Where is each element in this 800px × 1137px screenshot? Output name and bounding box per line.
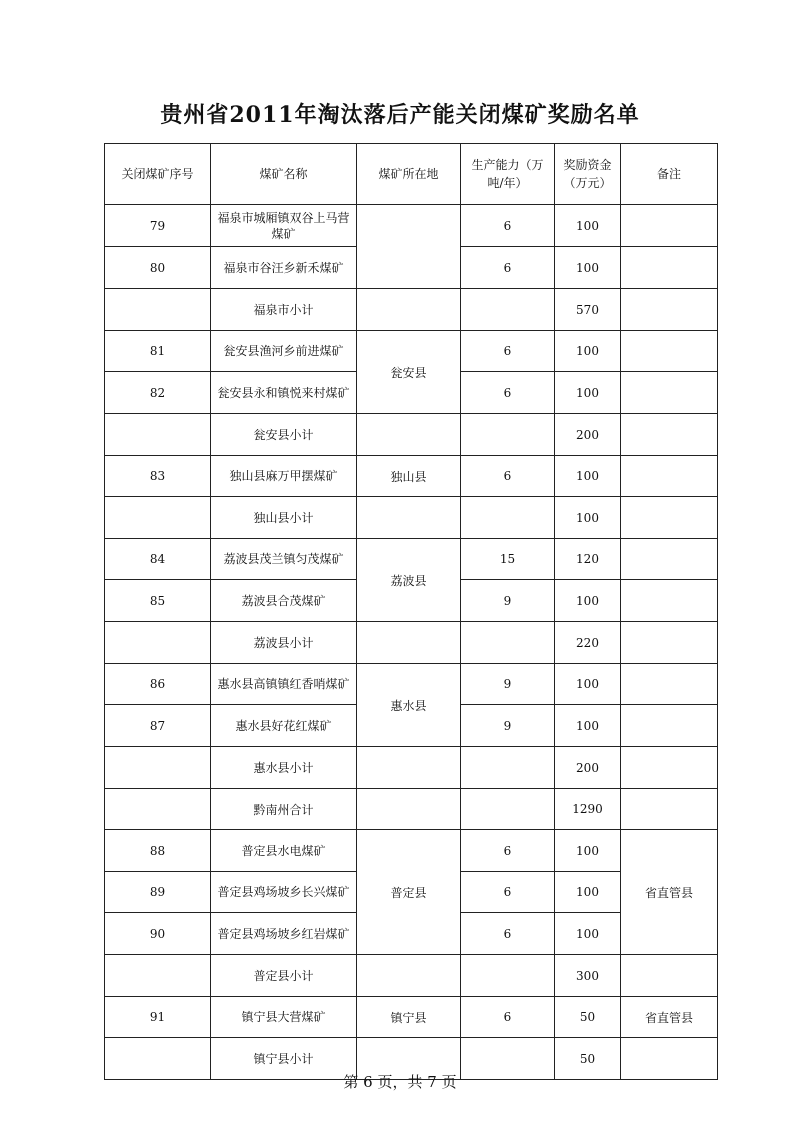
cell-capacity: 6 [461, 331, 555, 372]
cell-note [621, 372, 718, 414]
cell-capacity: 6 [461, 247, 555, 289]
cell-note [621, 705, 718, 747]
cell-capacity [461, 747, 555, 789]
cell-name: 镇宁县大营煤矿 [211, 997, 357, 1038]
cell-location [357, 205, 461, 289]
cell-name: 瓮安县永和镇悦来村煤矿 [211, 372, 357, 414]
subtotal-reward: 100 [555, 497, 621, 539]
subtotal-label: 瓮安县小计 [211, 414, 357, 456]
cell-name: 普定县水电煤矿 [211, 830, 357, 872]
grand-total-label: 黔南州合计 [211, 789, 357, 830]
table-row [105, 331, 718, 372]
cell-capacity: 6 [461, 456, 555, 497]
cell-note [621, 539, 718, 580]
cell-seq: 89 [105, 872, 211, 913]
cell-name: 荔波县茂兰镇匀茂煤矿 [211, 539, 357, 580]
cell-seq [105, 414, 211, 456]
page-footer: 第 6 页，共 7 页 [343, 1073, 457, 1091]
cell-reward: 100 [555, 580, 621, 622]
subtotal-label: 独山县小计 [211, 497, 357, 539]
cell-note [621, 289, 718, 331]
cell-capacity [461, 289, 555, 331]
grand-total-reward: 1290 [555, 789, 621, 830]
subtotal-reward: 300 [555, 955, 621, 997]
grand-total-row [105, 789, 718, 830]
cell-name: 荔波县合茂煤矿 [211, 580, 357, 622]
cell-location [357, 497, 461, 539]
cell-seq: 88 [105, 830, 211, 872]
cell-seq: 80 [105, 247, 211, 289]
cell-name: 独山县麻万甲摆煤矿 [211, 456, 357, 497]
table-row [105, 664, 718, 705]
subtotal-reward: 220 [555, 622, 621, 664]
cell-note [621, 497, 718, 539]
cell-name: 普定县鸡场坡乡长兴煤矿 [211, 872, 357, 913]
cell-seq [105, 955, 211, 997]
cell-reward: 50 [555, 997, 621, 1038]
cell-seq [105, 497, 211, 539]
subtotal-row [105, 497, 718, 539]
cell-seq [105, 789, 211, 830]
cell-note: 省直管县 [621, 830, 718, 955]
cell-seq: 79 [105, 205, 211, 247]
subtotal-row [105, 747, 718, 789]
cell-note [621, 789, 718, 830]
cell-name: 惠水县高镇镇红香哨煤矿 [211, 664, 357, 705]
cell-reward: 100 [555, 913, 621, 955]
cell-name: 瓮安县渔河乡前进煤矿 [211, 331, 357, 372]
document-title: 贵州省2011年淘汰落后产能关闭煤矿奖励名单 [160, 102, 640, 128]
cell-reward: 100 [555, 456, 621, 497]
cell-location [357, 414, 461, 456]
cell-note: 省直管县 [621, 997, 718, 1038]
cell-capacity: 6 [461, 830, 555, 872]
cell-location: 独山县 [357, 456, 461, 497]
subtotal-row [105, 414, 718, 456]
subtotal-label: 惠水县小计 [211, 747, 357, 789]
subtotal-reward: 200 [555, 747, 621, 789]
cell-note [621, 580, 718, 622]
cell-note [621, 664, 718, 705]
table-row [105, 539, 718, 580]
cell-capacity: 6 [461, 372, 555, 414]
cell-seq: 81 [105, 331, 211, 372]
cell-name: 普定县鸡场坡乡红岩煤矿 [211, 913, 357, 955]
cell-note [621, 247, 718, 289]
cell-reward: 120 [555, 539, 621, 580]
cell-capacity [461, 414, 555, 456]
cell-seq: 82 [105, 372, 211, 414]
cell-seq [105, 747, 211, 789]
cell-seq: 83 [105, 456, 211, 497]
cell-reward: 100 [555, 664, 621, 705]
cell-seq: 87 [105, 705, 211, 747]
cell-note [621, 456, 718, 497]
cell-seq: 90 [105, 913, 211, 955]
cell-capacity: 6 [461, 872, 555, 913]
subtotal-label: 福泉市小计 [211, 289, 357, 331]
cell-capacity: 6 [461, 913, 555, 955]
header-capacity: 生产能力（万吨/年） [461, 144, 555, 205]
subtotal-label: 普定县小计 [211, 955, 357, 997]
cell-location [357, 289, 461, 331]
cell-location: 普定县 [357, 830, 461, 955]
subtotal-label: 荔波县小计 [211, 622, 357, 664]
cell-seq [105, 622, 211, 664]
cell-capacity: 6 [461, 997, 555, 1038]
cell-seq: 84 [105, 539, 211, 580]
cell-reward: 100 [555, 872, 621, 913]
cell-note [621, 331, 718, 372]
cell-capacity [461, 789, 555, 830]
table-row [105, 997, 718, 1038]
cell-reward: 100 [555, 372, 621, 414]
cell-location: 惠水县 [357, 664, 461, 747]
subtotal-reward: 50 [555, 1038, 621, 1080]
header-reward: 奖励资金（万元） [555, 144, 621, 205]
subtotal-row [105, 955, 718, 997]
cell-note [621, 955, 718, 997]
cell-name: 福泉市城厢镇双谷上马营煤矿 [211, 205, 357, 247]
cell-reward: 100 [555, 247, 621, 289]
cell-location: 镇宁县 [357, 997, 461, 1038]
cell-seq [105, 289, 211, 331]
cell-name: 福泉市谷汪乡新禾煤矿 [211, 247, 357, 289]
header-name: 煤矿名称 [211, 144, 357, 205]
cell-location [357, 622, 461, 664]
cell-location [357, 789, 461, 830]
table-row [105, 205, 718, 247]
cell-capacity: 9 [461, 580, 555, 622]
subtotal-reward: 570 [555, 289, 621, 331]
subtotal-reward: 200 [555, 414, 621, 456]
cell-seq: 86 [105, 664, 211, 705]
cell-capacity [461, 497, 555, 539]
subtotal-row [105, 622, 718, 664]
cell-note [621, 414, 718, 456]
cell-location: 荔波县 [357, 539, 461, 622]
cell-note [621, 747, 718, 789]
subtotal-label: 镇宁县小计 [211, 1038, 357, 1080]
cell-capacity [461, 622, 555, 664]
cell-reward: 100 [555, 830, 621, 872]
cell-reward: 100 [555, 205, 621, 247]
table-row [105, 456, 718, 497]
cell-reward: 100 [555, 331, 621, 372]
cell-reward: 100 [555, 705, 621, 747]
cell-location: 瓮安县 [357, 331, 461, 414]
cell-capacity: 6 [461, 205, 555, 247]
reward-table [104, 143, 718, 1080]
cell-capacity [461, 955, 555, 997]
table-header-row [105, 144, 718, 205]
cell-name: 惠水县好花红煤矿 [211, 705, 357, 747]
header-note: 备注 [621, 144, 718, 205]
cell-seq: 91 [105, 997, 211, 1038]
cell-location [357, 955, 461, 997]
header-seq: 关闭煤矿序号 [105, 144, 211, 205]
cell-capacity: 15 [461, 539, 555, 580]
cell-capacity: 9 [461, 664, 555, 705]
cell-capacity: 9 [461, 705, 555, 747]
cell-note [621, 622, 718, 664]
table-row [105, 830, 718, 872]
subtotal-row [105, 289, 718, 331]
cell-note [621, 205, 718, 247]
cell-seq: 85 [105, 580, 211, 622]
header-location: 煤矿所在地 [357, 144, 461, 205]
cell-location [357, 747, 461, 789]
